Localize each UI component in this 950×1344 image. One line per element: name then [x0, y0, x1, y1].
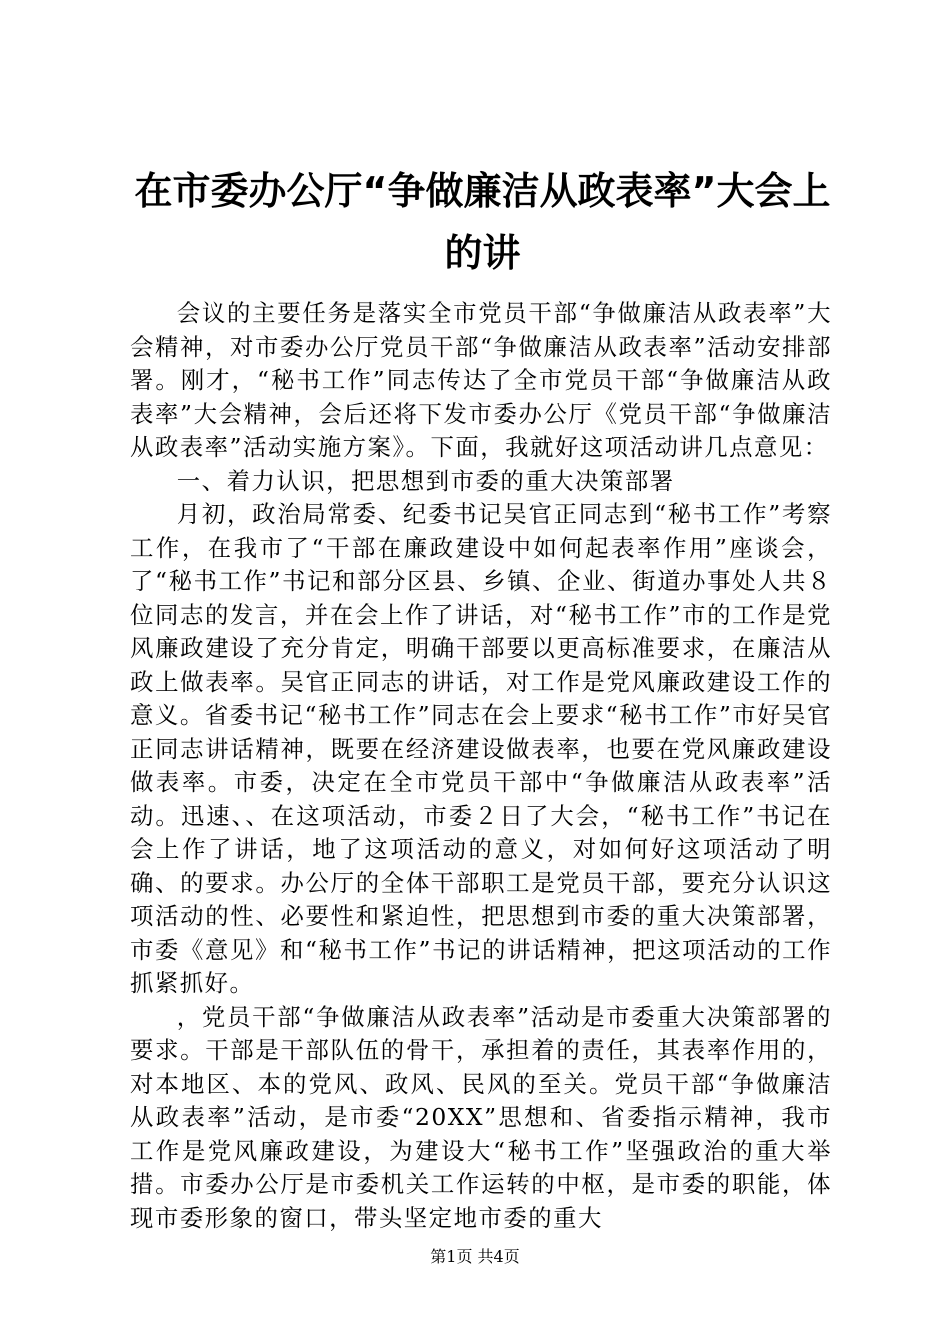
section-heading-1: 一、着力认识，把思想到市委的重大决策部署 [176, 466, 675, 495]
paragraph-section-1: 月初，政治局常委、纪委书记吴官正同志到“秘书工作”考察工作，在我市了“干部在廉政建设中如何起表率作用”座谈会，了“秘书工作”书记和部分区县、乡镇、企业、街道办事处人共８位同志的发言，并在会上作了讲话，对“秘书工作”市的工作是党风廉政建设了充分肯定，明确干部要以更高标准要求，在廉洁从政上做表率。吴官正同志的讲话，对工作是党风廉政建设工作的意义。省委书记“秘书工作”同志在会上要求“秘书工作”市好吴官正同志讲话精神，既要在经济建设做表率，也要在党风廉政建设做表率。市委，决定在全市党员干部中“争做廉洁从政表率”活动。迅速、、在这项活动，市委２日了大会，“秘书工作”书记在会上作了讲话，地了这项活动的意义，对如何好这项活动了明确、的要求。办公厅的全体干部职工是党员干部，要充分认识这项活动的性、必要性和紧迫性，把思想到市委的重大决策部署，市委《意见》和“秘书工作”书记的讲话精神，把这项活动的工作抓紧抓好。 [130, 500, 832, 997]
document-body [130, 297, 832, 1235]
document-title: 在市委办公厅“争做廉洁从政表率”大会上的讲 [134, 169, 831, 275]
paragraph-section-2: ，党员干部“争做廉洁从政表率”活动是市委重大决策部署的要求。干部是干部队伍的骨干，承担着的责任，其表率作用的，对本地区、本的党风、政风、民风的至关。党员干部“争做廉洁从政表率”活动，是市委“20XX”思想和、省委指示精神，我市工作是党风廉政建设，为建设大“秘书工作”坚强政治的重大举措。市委办公厅是市委机关工作运转的中枢，是市委的职能，体现市委形象的窗口，带头坚定地市委的重大 [130, 1002, 832, 1232]
paragraph-intro: 会议的主要任务是落实全市党员干部“争做廉洁从政表率”大会精神，对市委办公厅党员干部“争做廉洁从政表率”活动安排部署。刚才，“秘书工作”同志传达了全市党员干部“争做廉洁从政表率”大会精神，会后还将下发市委办公厅《党员干部“争做廉洁从政表率”活动实施方案》。下面，我就好这项活动讲几点意见： [130, 299, 832, 461]
page-footer [0, 1244, 950, 1267]
page-number: 第1页 [430, 1247, 473, 1266]
page-total: 共4页 [477, 1247, 520, 1266]
